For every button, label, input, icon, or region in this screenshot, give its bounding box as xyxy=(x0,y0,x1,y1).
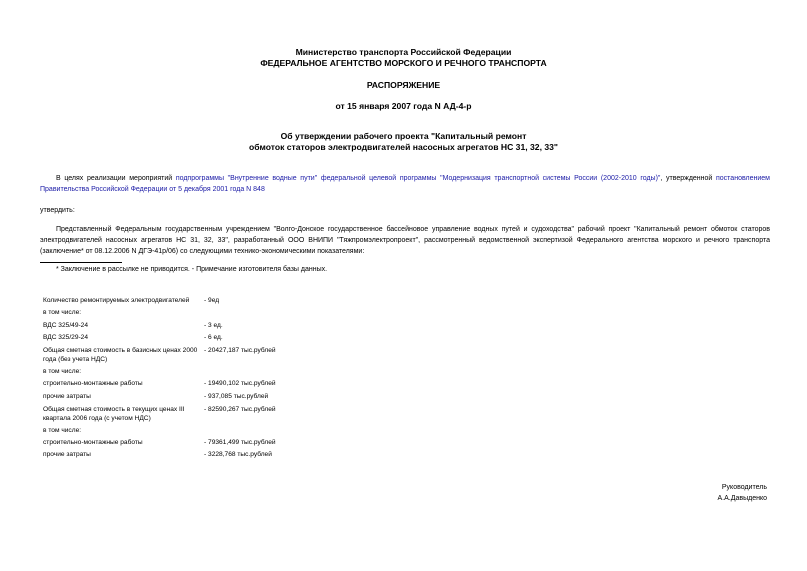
footnote: * Заключение в рассылке не приводится. - Примечание изготовителя базы данных. xyxy=(56,266,328,273)
intro-paragraph xyxy=(40,173,770,195)
signature-name: А.А.Давыденко xyxy=(717,495,767,502)
row-value: - 6 ед. xyxy=(204,334,223,341)
row-label: Количество ремонтируемых электродвигателей xyxy=(43,297,190,304)
row-value: - 20427,187 тыс.рублей xyxy=(204,347,276,354)
body-paragraph: Представленный Федеральным государственным учреждением "Волго-Донское государственное бассейновое управление водных путей и судоходства" рабочий проект "Капитальный ремонт обмоток статоров электродвигателей насосных агрегатов НС 31, 32, 33", разработанный ООО ВНИПИ "Тяжпромэлектропроект", рассмотренный ведомственной экспертизой Федерального агентства морского и речного транспорта (заключение* от 08.12.2006 N ДГЭ-41р/06) со следующими технико-экономическими показателями: xyxy=(40,226,770,255)
row-label: в том числе: xyxy=(43,368,82,375)
row-value: - 3 ед. xyxy=(204,322,223,329)
row-value: - 3228,768 тыс.рублей xyxy=(204,451,272,458)
row-label: строительно-монтажные работы xyxy=(43,439,143,446)
row-label: ВДС 325/49-24 xyxy=(43,322,89,329)
row-label: Общая сметная стоимость в базисных ценах 2000 года (без учета НДС) xyxy=(43,347,198,363)
footnote-separator xyxy=(40,262,122,263)
row-label: в том числе: xyxy=(43,427,82,434)
resolution-link[interactable]: постановлением Правительства Российской Федерации от 5 декабря 2001 года N 848 xyxy=(40,175,770,193)
row-value: - 9ед xyxy=(204,297,220,304)
signature-position: Руководитель xyxy=(721,484,767,491)
row-value: - 79361,499 тыс.рублей xyxy=(204,439,276,446)
row-label: прочие затраты xyxy=(43,451,91,458)
document-title-line2: обмоток статоров электродвигателей насосных агрегатов НС 31, 32, 33" xyxy=(249,142,558,152)
intro-text-2: , утвержденной xyxy=(660,175,716,182)
row-label: строительно-монтажные работы xyxy=(43,380,143,387)
row-label: Общая сметная стоимость в текущих ценах III квартала 2006 года (с учетом НДС) xyxy=(43,406,185,422)
row-label: прочие затраты xyxy=(43,393,91,400)
document-date: от 15 января 2007 года N АД-4-р xyxy=(335,101,472,111)
row-label: ВДС 325/29-24 xyxy=(43,334,89,341)
program-link[interactable]: подпрограммы "Внутренние водные пути" федеральной целевой программы "Модернизация транспортной системы России (2002-2010 годы)" xyxy=(175,175,661,182)
row-value: - 82590,267 тыс.рублей xyxy=(204,406,276,413)
row-value: - 19490,102 тыс.рублей xyxy=(204,380,276,387)
intro-text-1: В целях реализации мероприятий xyxy=(56,175,176,182)
agency-title: ФЕДЕРАЛЬНОЕ АГЕНТСТВО МОРСКОГО И РЕЧНОГО ТРАНСПОРТА xyxy=(260,58,547,68)
document-type: РАСПОРЯЖЕНИЕ xyxy=(366,80,441,90)
document-title-line1: Об утверждении рабочего проекта "Капитальный ремонт xyxy=(280,131,527,141)
row-label: в том числе: xyxy=(43,309,82,316)
ministry-title: Министерство транспорта Российской Федерации xyxy=(295,47,512,57)
approve-label: утвердить: xyxy=(40,207,75,214)
row-value: - 937,085 тыс.рублей xyxy=(204,393,269,400)
